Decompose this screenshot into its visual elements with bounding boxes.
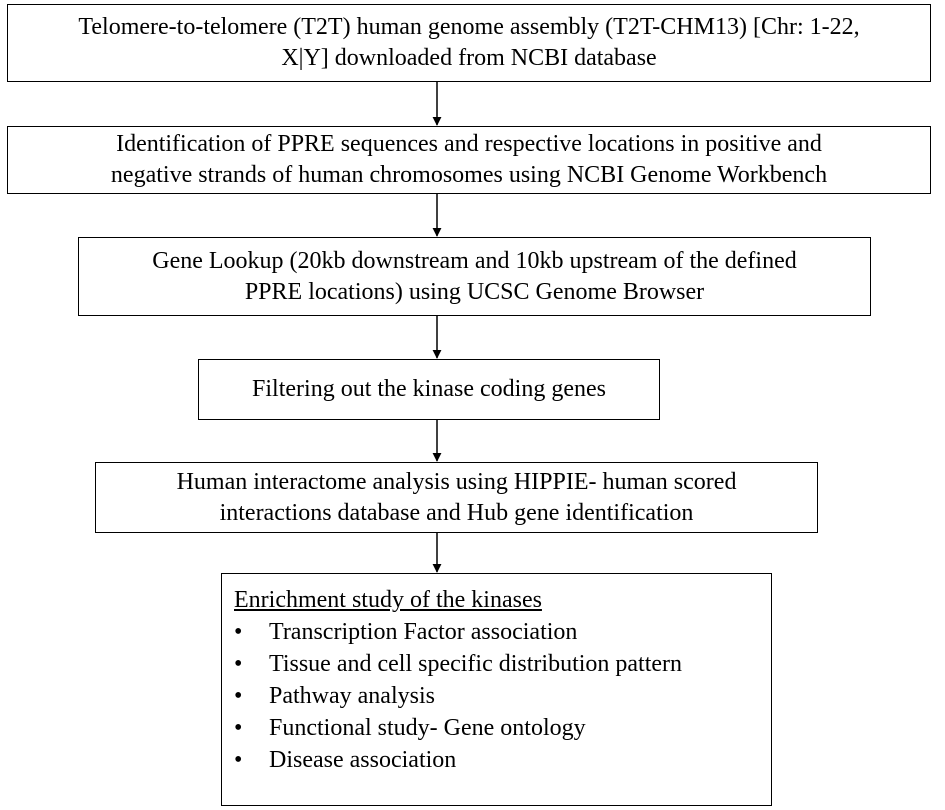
enrichment-item-label: Tissue and cell specific distribution pattern (269, 651, 683, 677)
enrichment-item (234, 744, 771, 776)
bullet-icon: • (234, 715, 243, 741)
enrichment-item-label: Functional study- Gene ontology (269, 715, 586, 741)
step-download-genome (7, 4, 931, 82)
enrichment-item-label: Transcription Factor association (269, 619, 578, 645)
step-interactome-analysis (95, 462, 818, 533)
step-line: negative strands of human chromosomes using NCBI Genome Workbench (110, 162, 828, 188)
enrichment-item (234, 616, 771, 648)
bullet-icon: • (234, 619, 243, 645)
enrichment-item (234, 680, 771, 712)
step-line: X|Y] downloaded from NCBI database (281, 45, 657, 71)
enrichment-item (234, 712, 771, 744)
step-line: interactions database and Hub gene identification (219, 499, 694, 526)
enrichment-item-label: Disease association (269, 747, 457, 773)
step-filter-kinases (198, 359, 660, 420)
step-gene-lookup (78, 237, 871, 316)
enrichment-item (234, 648, 771, 680)
step-line: Telomere-to-telomere (T2T) human genome assembly (T2T-CHM13) [Chr: 1-22, (78, 14, 860, 40)
step-line: Filtering out the kinase coding genes (252, 376, 606, 402)
step-line: Human interactome analysis using HIPPIE- human scored (176, 468, 737, 495)
bullet-icon: • (234, 651, 243, 677)
enrichment-heading: Enrichment study of the kinases (234, 587, 542, 613)
bullet-icon: • (234, 747, 243, 773)
bullet-icon: • (234, 683, 243, 709)
step-identify-ppre (7, 126, 931, 194)
enrichment-box (221, 573, 772, 806)
step-line: Gene Lookup (20kb downstream and 10kb upstream of the defined (152, 247, 797, 274)
step-line: PPRE locations) using UCSC Genome Browser (244, 278, 705, 305)
enrichment-item-label: Pathway analysis (269, 683, 435, 709)
enrichment-list (234, 616, 771, 776)
step-line: Identification of PPRE sequences and respective locations in positive and (116, 131, 822, 157)
